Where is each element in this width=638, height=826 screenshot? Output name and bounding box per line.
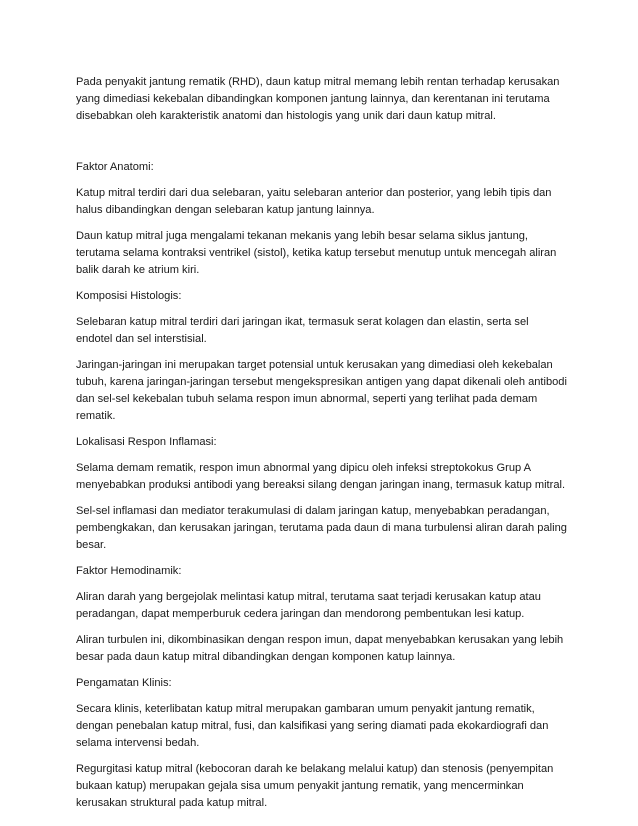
section-heading-histologis: Komposisi Histologis: xyxy=(76,290,182,302)
paragraph: Aliran turbulen ini, dikombinasikan dengan respon imun, dapat menyebabkan kerusakan yang lebih besar pada daun katup mitral dibandingkan dengan komponen katup lainnya. xyxy=(76,634,564,663)
section-heading-hemodinamik: Faktor Hemodinamik: xyxy=(76,565,182,577)
section-heading-anatomi: Faktor Anatomi: xyxy=(76,161,154,173)
paragraph: Sel-sel inflamasi dan mediator terakumulasi di dalam jaringan katup, menyebabkan peradangan, pembengkakan, dan kerusakan jaringan, terutama pada daun di mana turbulensi aliran darah paling besar. xyxy=(76,505,567,551)
paragraph: Aliran darah yang bergejolak melintasi katup mitral, terutama saat terjadi kerusakan katup atau peradangan, dapat memperburuk cedera jaringan dan mendorong pembentukan lesi katup. xyxy=(76,591,541,620)
paragraph: Secara klinis, keterlibatan katup mitral merupakan gambaran umum penyakit jantung rematik, dengan penebalan katup mitral, fusi, dan kalsifikasi yang sering diamati pada ekokardiografi dan selama intervensi bedah. xyxy=(76,703,549,749)
section-heading-klinis: Pengamatan Klinis: xyxy=(76,677,172,689)
section-heading-inflamasi: Lokalisasi Respon Inflamasi: xyxy=(76,436,217,448)
paragraph: Selebaran katup mitral terdiri dari jaringan ikat, termasuk serat kolagen dan elastin, serta sel endotel dan sel interstisial. xyxy=(76,316,529,345)
paragraph: Selama demam rematik, respon imun abnormal yang dipicu oleh infeksi streptokokus Grup A menyebabkan produksi antibodi yang bereaksi silang dengan jaringan inang, termasuk katup mitral. xyxy=(76,462,566,491)
paragraph: Katup mitral terdiri dari dua selebaran, yaitu selebaran anterior dan posterior, yang lebih tipis dan halus dibandingkan dengan selebaran katup jantung lainnya. xyxy=(76,187,552,216)
paragraph: Daun katup mitral juga mengalami tekanan mekanis yang lebih besar selama siklus jantung, terutama selama kontraksi ventrikel (sistol), ketika katup tersebut menutup untuk mencegah aliran balik darah ke atrium kiri. xyxy=(76,230,557,276)
paragraph: Regurgitasi katup mitral (kebocoran darah ke belakang melalui katup) dan stenosis (penyempitan bukaan katup) merupakan gejala sisa umum penyakit jantung rematik, yang mencerminkan kerusakan struktural pada katup mitral. xyxy=(76,763,554,809)
intro-paragraph: Pada penyakit jantung rematik (RHD), daun katup mitral memang lebih rentan terhadap kerusakan yang dimediasi kekebalan dibandingkan komponen jantung lainnya, dan kerentanan ini terutama disebabkan oleh karakteristik anatomi dan histologis yang unik dari daun katup mitral. xyxy=(76,76,560,122)
paragraph: Jaringan-jaringan ini merupakan target potensial untuk kerusakan yang dimediasi oleh kekebalan tubuh, karena jaringan-jaringan tersebut mengekspresikan antigen yang dapat dikenali oleh antibodi dan sel-sel kekebalan tubuh selama respon imun abnormal, seperti yang terlihat pada demam rematik. xyxy=(76,359,567,422)
